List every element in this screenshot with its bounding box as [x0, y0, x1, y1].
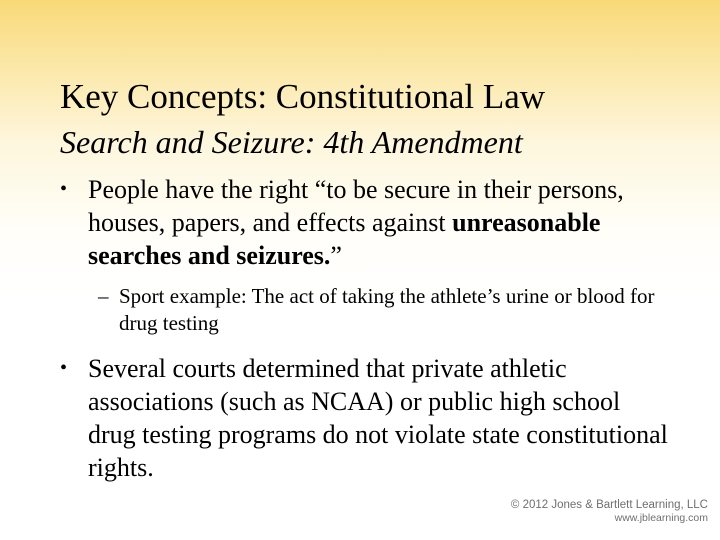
- bullet-item-2: [60, 352, 670, 484]
- bullet-text: [88, 173, 670, 272]
- slide-title: Key Concepts: Constitutional Law: [60, 77, 546, 116]
- bullet-text-closing-quote: ”: [330, 241, 342, 270]
- website-text: www.jblearning.com: [614, 512, 708, 524]
- bullet-marker: •: [60, 357, 68, 379]
- slide-subtitle: Search and Seizure: 4th Amendment: [60, 124, 523, 160]
- bullet-text: Several courts determined that private athletic associations (such as NCAA) or public high school drug testing programs do not violate state constitutional rights.: [88, 354, 668, 482]
- copyright-footer: [511, 498, 708, 525]
- bullet-text-plain: People have the right “to be secure in their persons, houses, papers, and effects against: [88, 175, 624, 237]
- bullet-marker: •: [60, 178, 68, 200]
- copyright-text: © 2012 Jones & Bartlett Learning, LLC: [510, 499, 708, 511]
- sub-bullet-text: Sport example: The act of taking the athlete’s urine or blood for drug testing: [119, 284, 655, 335]
- bullet-text-bold: unreasonable searches and seizures.: [88, 208, 601, 270]
- bullet-item-1: [60, 173, 670, 272]
- sub-bullet-marker: –: [98, 284, 109, 308]
- sub-bullet-item: [98, 283, 658, 337]
